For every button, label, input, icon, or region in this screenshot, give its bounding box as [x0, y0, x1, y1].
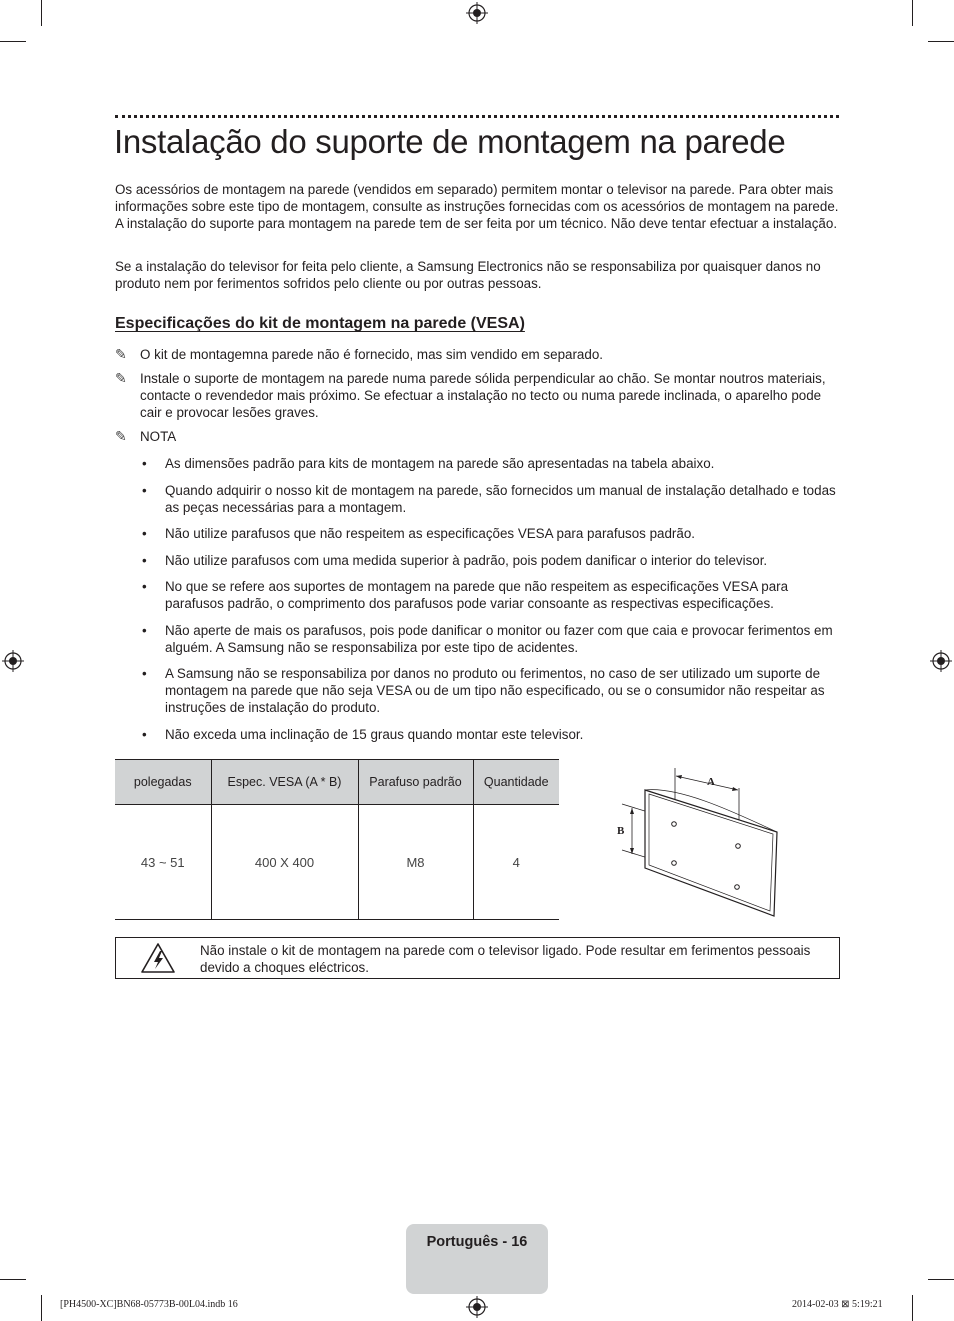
warning-box [115, 937, 840, 979]
crop-mark [41, 0, 42, 26]
table-header-row [115, 760, 559, 805]
section-title: Especificações do kit de montagem na parede (VESA) [115, 315, 525, 332]
note-item: ✎ NOTA [115, 428, 177, 444]
crop-mark [0, 1279, 26, 1280]
table-cell: 43 ~ 51 [115, 805, 211, 920]
dimension-label-a: A [707, 776, 715, 788]
pencil-icon: ✎ [115, 370, 127, 386]
warning-text: Não instale o kit de montagem na parede com o televisor ligado. Pode resultar em ferimentos pessoais devido a choques eléctricos. [200, 943, 811, 975]
dimension-label-b: B [617, 825, 625, 837]
crop-mark [912, 0, 913, 26]
table-row [115, 805, 559, 920]
table-cell: M8 [358, 805, 473, 920]
page-footer-tab [406, 1224, 548, 1294]
table-header-cell: Espec. VESA (A * B) [211, 760, 358, 805]
registration-mark-icon [930, 650, 952, 672]
intro-paragraph: Se a instalação do televisor for feita pelo cliente, a Samsung Electronics não se responsabiliza por quaisquer danos no produto nem por ferimentos sofridos pelo cliente ou por outras pessoas. [115, 259, 821, 291]
note-item: ✎ O kit de montagemna parede não é fornecido, mas sim vendido em separado. [115, 346, 603, 362]
crop-mark [912, 1295, 913, 1321]
print-imprint-left: [PH4500-XC]BN68-05773B-00L04.indb 16 [60, 1299, 238, 1310]
title-rule [115, 115, 839, 118]
pencil-icon: ✎ [115, 346, 127, 362]
table-cell: 4 [473, 805, 559, 920]
note-item: ✎ Instale o suporte de montagem na parede numa parede sólida perpendicular ao chão. Se montar noutros materiais, contacte o revendedor mais próximo. Se efectuar a instalação no tecto ou numa parede inclinada, o aparelho pode cair e provocar lesões graves. [115, 370, 826, 420]
tv-back-vesa-diagram [612, 766, 788, 920]
table-cell: 400 X 400 [211, 805, 358, 920]
vesa-spec-table [115, 759, 559, 920]
print-imprint-right: 2014-02-03 ⊠ 5:19:21 [792, 1299, 883, 1310]
crop-mark [0, 41, 26, 42]
table-header-cell: polegadas [115, 760, 211, 805]
table-header-cell: Quantidade [473, 760, 559, 805]
intro-paragraph: Os acessórios de montagem na parede (vendidos em separado) permitem montar o televisor na parede. Para obter mais informações sobre este tipo de montagem, consulte as instruções fornecidas com os acessórios de montagem na parede. A instalação do suporte para montagem na parede tem de ser feita por um técnico. Não deve tentar efectuar a instalação. [115, 182, 839, 231]
crop-mark [928, 1279, 954, 1280]
electric-shock-warning-icon [140, 942, 176, 974]
page-number-label: Português - 16 [426, 1234, 528, 1250]
crop-mark [928, 41, 954, 42]
registration-mark-icon [2, 650, 24, 672]
page-title: Instalação do suporte de montagem na parede [114, 123, 786, 160]
registration-mark-icon [466, 2, 488, 24]
crop-mark [41, 1295, 42, 1321]
pencil-icon: ✎ [115, 428, 127, 444]
registration-mark-icon [466, 1296, 488, 1318]
table-header-cell: Parafuso padrão [358, 760, 473, 805]
